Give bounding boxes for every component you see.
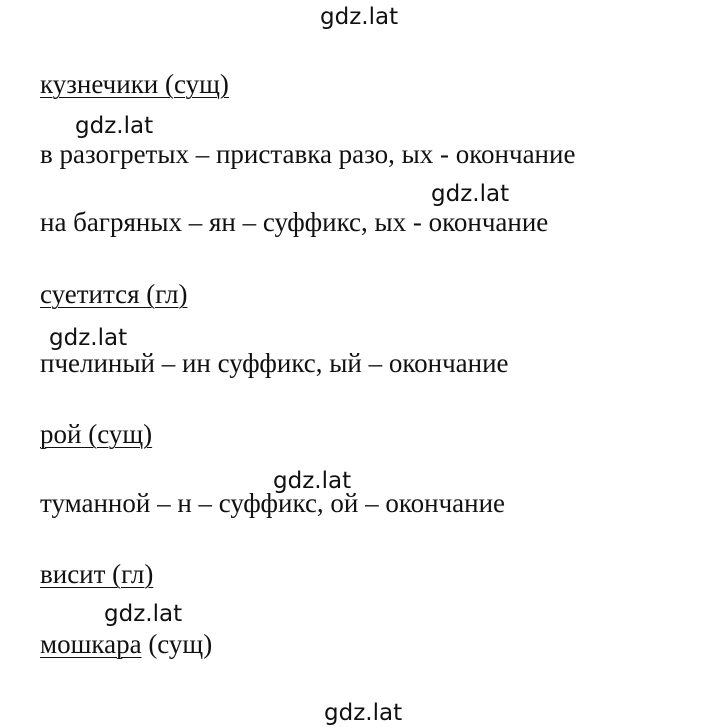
analysis-line: пчелиный – ин суффикс, ый – окончание: [40, 348, 509, 378]
word-analysis-heading: кузнечики (сущ): [40, 69, 229, 99]
analysis-line: туманной – н – суффикс, ой – окончание: [40, 488, 506, 518]
watermark: gdz.lat: [324, 700, 403, 726]
analysis-line: на багряных – ян – суффикс, ых - окончание: [40, 207, 549, 237]
watermark: gdz.lat: [431, 181, 510, 207]
watermark: gdz.lat: [104, 601, 183, 627]
analysis-line: [40, 631, 212, 658]
watermark: gdz.lat: [75, 113, 154, 139]
underlined-word: мошкара: [40, 629, 142, 659]
watermark: gdz.lat: [49, 325, 128, 351]
word-analysis-heading: суетится (гл): [40, 279, 188, 309]
watermark: gdz.lat: [320, 4, 399, 30]
word-analysis-heading: висит (гл): [40, 559, 154, 589]
watermark: gdz.lat: [273, 468, 352, 494]
word-analysis-heading: рой (сущ): [40, 419, 153, 449]
part-of-speech: (сущ): [141, 629, 213, 659]
analysis-line: в разогретых – приставка разо, ых - окончание: [40, 139, 576, 169]
